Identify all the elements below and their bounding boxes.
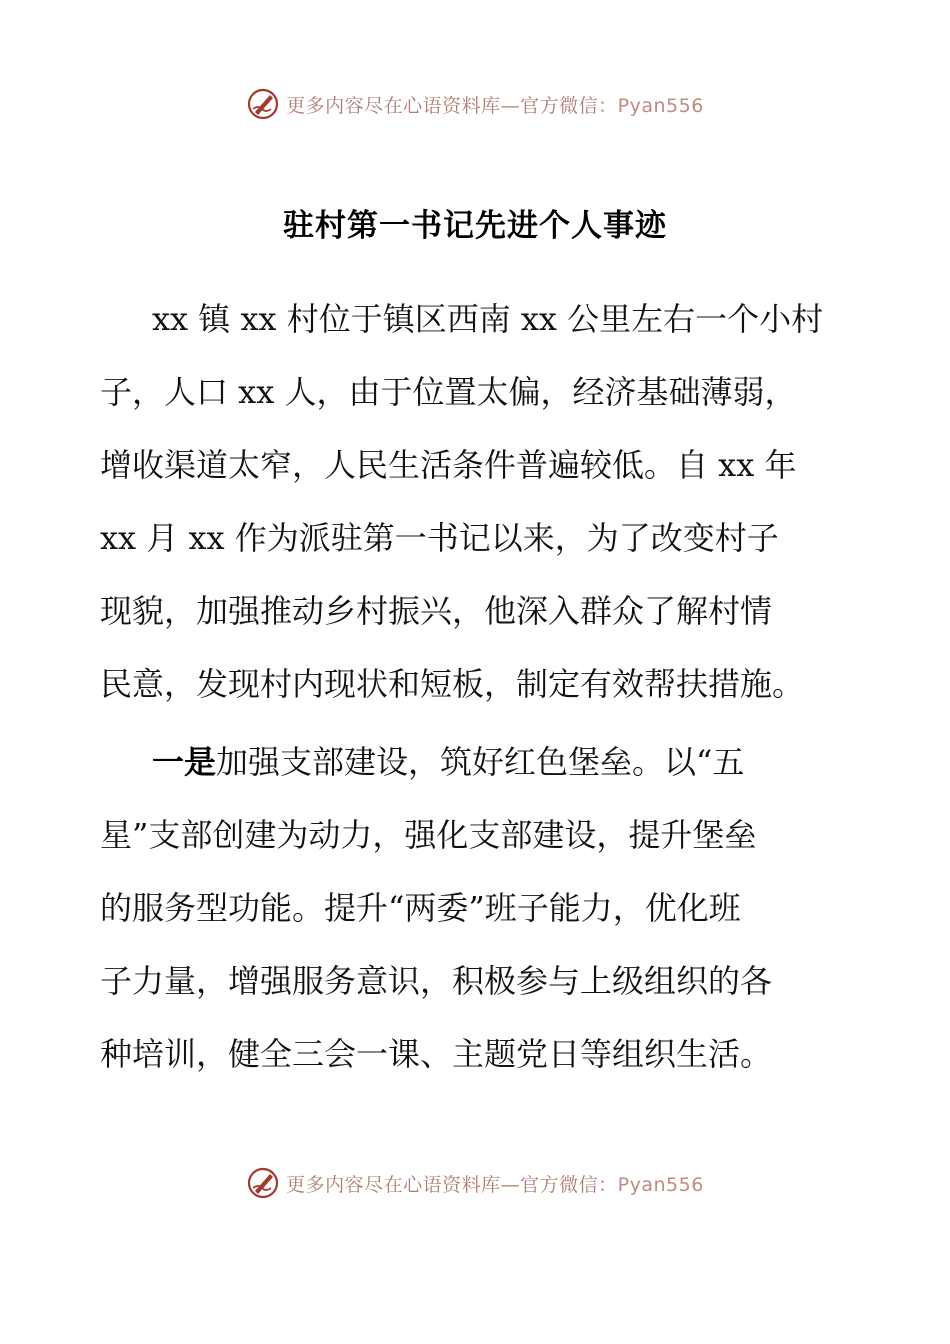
banner-text (286, 91, 704, 118)
paragraph-line: 星”支部创建为动力，强化支部建设，提升堡垒 (100, 816, 757, 854)
paragraph-line (100, 726, 850, 799)
pen-logo-icon (246, 1166, 280, 1200)
lead-phrase: 一是 (152, 743, 217, 781)
wechat-id: Pyan556 (617, 1173, 704, 1196)
banner-text (286, 1170, 704, 1197)
wechat-id: Pyan556 (617, 94, 704, 117)
paragraph-branch-building (100, 726, 850, 1091)
paragraph-line: 的服务型功能。提升“两委”班子能力，优化班 (100, 889, 741, 927)
footer-banner (0, 1163, 950, 1203)
paragraph-line: 增收渠道太窄，人民生活条件普遍较低。自 xx 年 (100, 446, 797, 484)
document-title: 驻村第一书记先进个人事迹 (283, 208, 667, 244)
paragraph-line: xx 镇 xx 村位于镇区西南 xx 公里左右一个小村 (152, 300, 824, 338)
paragraph-line: 种培训，健全三会一课、主题党日等组织生活。 (100, 1035, 773, 1073)
paragraph-line: 民意，发现村内现状和短板，制定有效帮扶措施。 (100, 665, 805, 703)
paragraph-line: 子力量，增强服务意识，积极参与上级组织的各 (100, 962, 773, 1000)
paragraph-line-rest: 加强支部建设，筑好红色堡垒。以“五 (216, 743, 745, 781)
paragraph-line: 现貌，加强推动乡村振兴，他深入群众了解村情 (100, 592, 773, 630)
banner-label: 更多内容尽在心语资料库—官方微信： (286, 1173, 618, 1196)
paragraph-line: 子，人口 xx 人，由于位置太偏，经济基础薄弱， (100, 373, 797, 411)
header-banner (0, 84, 950, 124)
paragraph-line: xx 月 xx 作为派驻第一书记以来，为了改变村子 (100, 519, 779, 557)
paragraph-intro (100, 283, 850, 721)
banner-label: 更多内容尽在心语资料库—官方微信： (286, 94, 618, 117)
pen-logo-icon (246, 87, 280, 121)
